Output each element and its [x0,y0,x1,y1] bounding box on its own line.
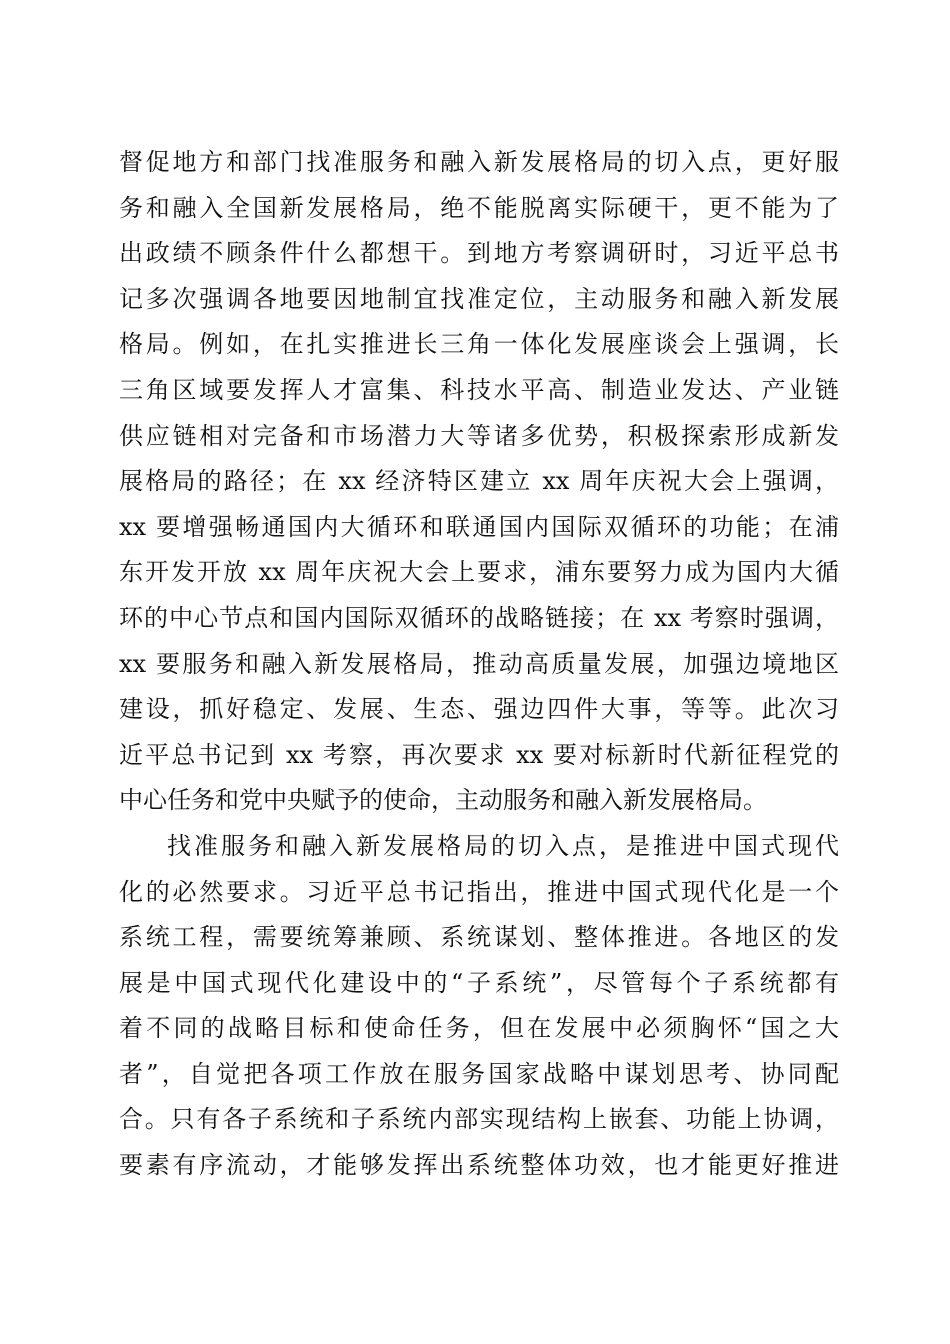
text-line: 建设，抓好稳定、发展、生态、强边四件大事，等等。此次习 [119,695,839,724]
text-line: 展是中国式现代化建设中的“子系统”，尽管每个子系统都有 [119,968,839,997]
text-line: 中心任务和党中央赋予的使命，主动服务和融入新发展格局。 [119,786,767,815]
text-line: 三角区域要发挥人才富集、科技水平高、制造业发达、产业链 [119,375,839,404]
text-line: 记多次强调各地要因地制宜找准定位，主动服务和融入新发展 [119,284,839,313]
text-line: 东开发开放 xx 周年庆祝大会上要求，浦东要努力成为国内大循 [119,558,839,587]
text-line: 系统工程，需要统筹兼顾、系统谋划、整体推进。各地区的发 [119,923,839,952]
text-line: 合。只有各子系统和子系统内部实现结构上嵌套、功能上协调， [119,1105,839,1134]
text-line: 展格局的路径；在 xx 经济特区建立 xx 周年庆祝大会上强调， [119,467,839,496]
text-line: 要素有序流动，才能够发挥出系统整体功效，也才能更好推进 [119,1151,839,1180]
text-line: 督促地方和部门找准服务和融入新发展格局的切入点，更好服 [119,148,839,176]
body-text [119,140,839,1189]
text-line: 环的中心节点和国内国际双循环的战略链接；在 xx 考察时强调， [119,603,839,632]
text-line: xx 要服务和融入新发展格局，推动高质量发展，加强边境地区 [119,649,839,678]
text-line: 者”，自觉把各项工作放在服务国家战略中谋划思考、协同配 [119,1059,839,1088]
text-line: 供应链相对完备和市场潜力大等诸多优势，积极探索形成新发 [119,421,839,450]
text-line: 出政绩不顾条件什么都想干。到地方考察调研时，习近平总书 [119,239,839,268]
text-line: 着不同的战略目标和使命任务，但在发展中必须胸怀“国之大 [119,1014,839,1043]
text-line: 务和融入全国新发展格局，绝不能脱离实际硬干，更不能为了 [119,193,839,222]
text-line: 化的必然要求。习近平总书记指出，推进中国式现代化是一个 [119,877,839,906]
text-line: xx 要增强畅通国内大循环和联通国内国际双循环的功能；在浦 [119,512,839,541]
text-line: 近平总书记到 xx 考察，再次要求 xx 要对标新时代新征程党的 [119,740,839,769]
paragraph-first-line: 找准服务和融入新发展格局的切入点，是推进中国式现代 [167,831,839,860]
text-line: 格局。例如，在扎实推进长三角一体化发展座谈会上强调，长 [119,330,839,359]
